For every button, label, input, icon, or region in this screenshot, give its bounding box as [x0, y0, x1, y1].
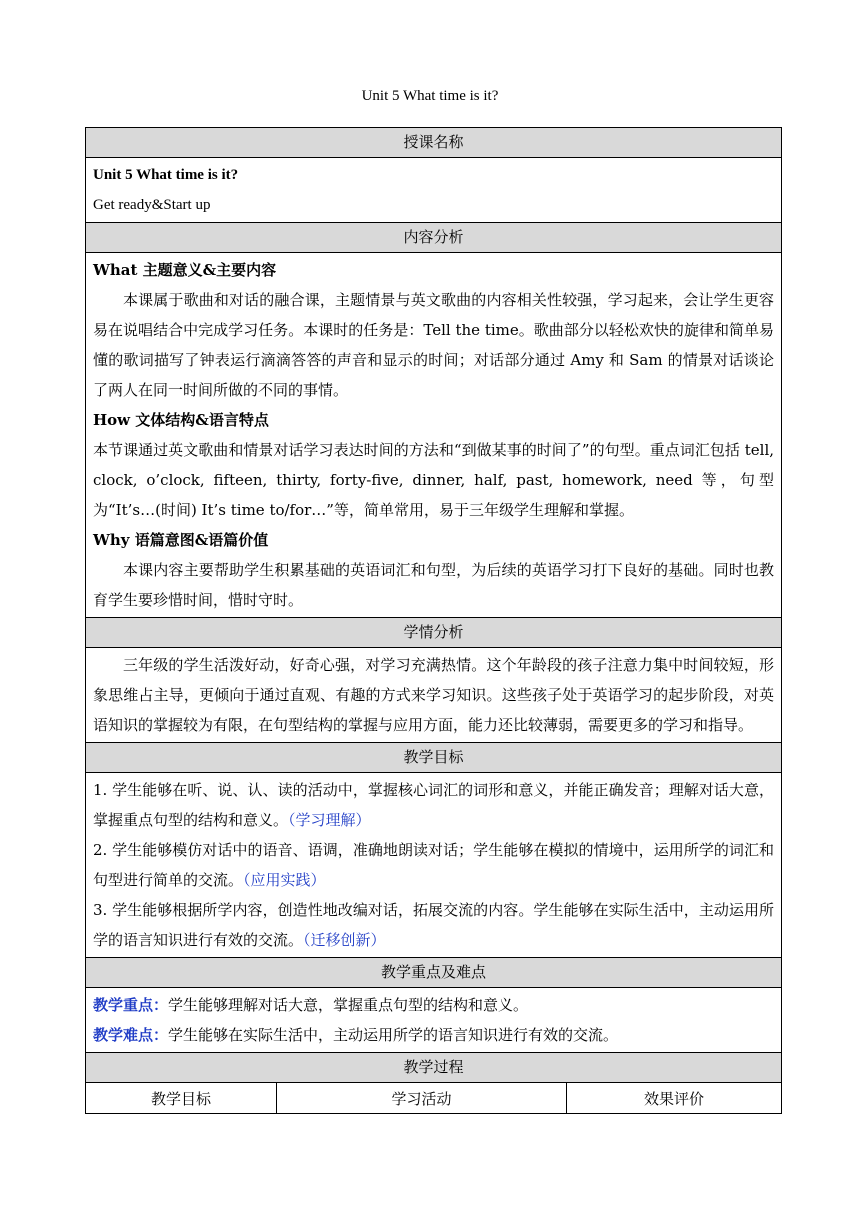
teaching-difficulty-label: 教学难点： — [93, 1026, 169, 1044]
objectives-header-row — [86, 743, 782, 773]
objective-text-2: 2. 学生能够模仿对话中的语音、语调，准确地朗读对话；学生能够在模拟的情境中，运用所学的词汇和句型进行简单的交流。 — [93, 841, 775, 889]
objectives-header: 教学目标 — [86, 743, 782, 773]
learner-analysis-paragraph: 三年级的学生活泼好动，好奇心强，对学习充满热情。这个年龄段的孩子注意力集中时间较短，形象思维占主导，更倾向于通过直观、有趣的方式来学习知识。这些孩子处于英语学习的起步阶段，对英语知识的掌握较为有限，在句型结构的掌握与应用方面，能力还比较薄弱，需要更多的学习和指导。 — [93, 656, 775, 734]
content-analysis-row — [86, 253, 782, 618]
objective-tag-1: （学习理解） — [288, 811, 371, 829]
content-analysis-header: 内容分析 — [86, 223, 782, 253]
objective-tag-2: （应用实践） — [243, 871, 326, 889]
document-title: Unit 5 What time is it? — [361, 88, 499, 104]
process-column-evaluation: 效果评价 — [567, 1083, 782, 1114]
objective-text-3: 3. 学生能够根据所学内容，创造性地改编对话，拓展交流的内容。学生能够在实际生活中，主动运用所学的语言知识进行有效的交流。 — [93, 901, 775, 949]
how-paragraph: 本节课通过英文歌曲和情景对话学习表达时间的方法和“到做某事的时间了”的句型。重点词汇包括 tell, clock, o’clock, fifteen, thirty, forty-five, dinner, half, past, homework, need 等，句型为“It’s…(时间) It’s time to/for…”等，简单常用，易于三年级学生理解和掌握。 — [93, 441, 775, 519]
objective-item-3 — [93, 895, 774, 955]
lesson-name-row — [86, 158, 782, 223]
lesson-title: Unit 5 What time is it? — [93, 167, 239, 183]
objectives-cell — [86, 773, 782, 958]
teaching-focus — [93, 990, 774, 1020]
process-column-objective: 教学目标 — [86, 1083, 277, 1114]
key-points-header: 教学重点及难点 — [86, 958, 782, 988]
objective-text-1: 1. 学生能够在听、说、认、读的活动中，掌握核心词汇的词形和意义，并能正确发音；理解对话大意，掌握重点句型的结构和意义。 — [93, 781, 775, 829]
process-columns-row — [86, 1083, 782, 1114]
learner-analysis-cell — [86, 648, 782, 743]
teaching-focus-text: 学生能够理解对话大意，掌握重点句型的结构和意义。 — [168, 996, 529, 1014]
what-heading: What 主题意义&主要内容 — [93, 261, 277, 279]
teaching-difficulty — [93, 1020, 774, 1050]
learner-analysis-row — [86, 648, 782, 743]
process-header: 教学过程 — [86, 1053, 782, 1083]
what-paragraph: 本课属于歌曲和对话的融合课，主题情景与英文歌曲的内容相关性较强，学习起来，会让学生更容易在说唱结合中完成学习任务。本课时的任务是：Tell the time。歌曲部分以轻松欢快的旋律和简单易懂的歌词描写了钟表运行滴滴答答的声音和显示的时间；对话部分通过 Amy 和 Sam 的情景对话谈论了两人在同一时间所做的不同的事情。 — [93, 291, 775, 399]
lesson-name-header-row — [86, 128, 782, 158]
lesson-name-header: 授课名称 — [86, 128, 782, 158]
learner-analysis-header: 学情分析 — [86, 618, 782, 648]
teaching-focus-label: 教学重点： — [93, 996, 169, 1014]
lesson-plan-table — [85, 127, 782, 1114]
how-heading: How 文体结构&语言特点 — [93, 411, 269, 429]
content-analysis-cell — [86, 253, 782, 618]
content-analysis-header-row — [86, 223, 782, 253]
process-column-activity: 学习活动 — [277, 1083, 567, 1114]
lesson-subtitle: Get ready&Start up — [93, 197, 211, 213]
objective-item-2 — [93, 835, 774, 895]
objectives-row — [86, 773, 782, 958]
teaching-difficulty-text: 学生能够在实际生活中，主动运用所学的语言知识进行有效的交流。 — [168, 1026, 619, 1044]
key-points-header-row — [86, 958, 782, 988]
objective-item-1 — [93, 775, 774, 835]
why-heading: Why 语篇意图&语篇价值 — [93, 531, 269, 549]
learner-analysis-header-row — [86, 618, 782, 648]
key-points-row — [86, 988, 782, 1053]
key-points-cell — [86, 988, 782, 1053]
lesson-name-cell — [86, 158, 782, 223]
why-paragraph: 本课内容主要帮助学生积累基础的英语词汇和句型，为后续的英语学习打下良好的基础。同时也教育学生要珍惜时间，惜时守时。 — [93, 561, 775, 609]
process-header-row — [86, 1053, 782, 1083]
objective-tag-3: （迁移创新） — [303, 931, 386, 949]
